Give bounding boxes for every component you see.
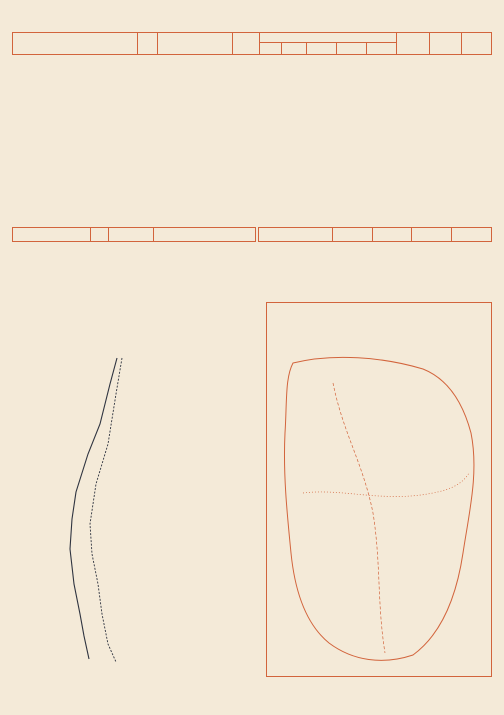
soil-header — [259, 228, 333, 242]
col-height — [137, 33, 157, 55]
border-outline — [284, 357, 474, 660]
soil-table — [258, 227, 492, 242]
col-rain — [429, 33, 461, 55]
col-snow — [462, 33, 492, 55]
pressure-col-mm — [108, 228, 154, 242]
pressure-col-sea — [154, 228, 256, 242]
temperature-line — [70, 358, 117, 659]
col-tmin2 — [337, 43, 367, 55]
col-sun — [397, 33, 429, 55]
pressure-header — [13, 228, 91, 242]
temperature-curve — [70, 358, 122, 662]
col-t7 — [259, 43, 281, 55]
report-title — [140, 14, 150, 28]
state-border-line — [303, 473, 469, 497]
pressure-col-height — [90, 228, 108, 242]
aerology-chart — [12, 344, 262, 684]
river-line — [333, 383, 385, 653]
soil-depth-50 — [412, 228, 452, 242]
col-tmean — [307, 43, 337, 55]
soil-depth-100 — [452, 228, 492, 242]
col-wind — [232, 33, 259, 55]
col-weather — [157, 33, 232, 55]
map-panel — [266, 302, 492, 677]
col-tmax — [282, 43, 307, 55]
pressure-table — [12, 227, 256, 242]
soil-depth-20 — [372, 228, 412, 242]
station-table — [12, 32, 492, 55]
region-map — [273, 343, 487, 673]
dewpoint-line — [90, 358, 122, 662]
col-station — [13, 33, 138, 55]
col-temp-group — [259, 33, 396, 43]
soil-depth-10 — [332, 228, 372, 242]
col-tmin5 — [367, 43, 397, 55]
